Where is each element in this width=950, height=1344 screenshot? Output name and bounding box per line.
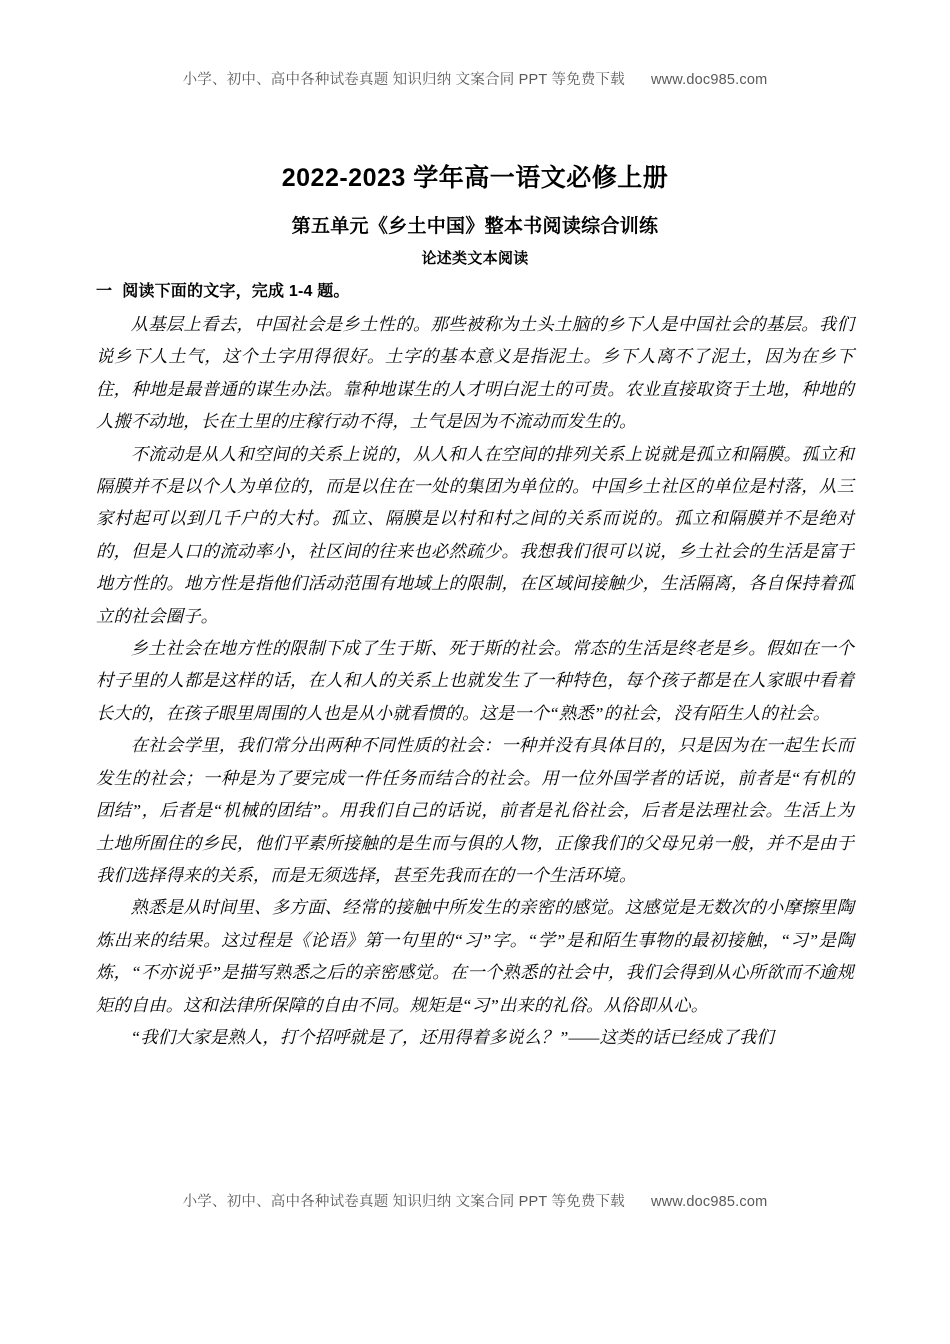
body-paragraph: 熟悉是从时间里、多方面、经常的接触中所发生的亲密的感觉。这感觉是无数次的小摩擦里陶炼出来的结果。这过程是《论语》第一句里的“习”字。“学”是和陌生事物的最初接触，“习”是陶炼，“不亦说乎”是描写熟悉之后的亲密感觉。在一个熟悉的社会中，我们会得到从心所欲而不逾规矩的自由。这和法律所保障的自由不同。规矩是“习”出来的礼俗。从俗即从心。: [96, 898, 854, 1015]
header-promo-text: 小学、初中、高中各种试卷真题 知识归纳 文案合同 PPT 等免费下载: [182, 72, 625, 88]
header-site-url: www.doc985.com: [650, 72, 768, 88]
body-paragraph: 乡土社会在地方性的限制下成了生于斯、死于斯的社会。常态的生活是终老是乡。假如在一个村子里的人都是这样的话，在人和人的关系上也就发生了一种特色，每个孩子都是在人家眼中看着长大的，在孩子眼里周围的人也是从小就看惯的。这是一个“熟悉”的社会，没有陌生人的社会。: [96, 639, 854, 723]
document-title: 2022-2023 学年高一语文必修上册: [281, 164, 669, 192]
document-body: [96, 277, 854, 1054]
page-footer: [0, 1190, 950, 1211]
question-heading: [96, 277, 854, 307]
footer-site-url: www.doc985.com: [650, 1194, 768, 1210]
footer-promo-text: 小学、初中、高中各种试卷真题 知识归纳 文案合同 PPT 等免费下载: [182, 1194, 625, 1210]
document-subtitle: 第五单元《乡土中国》整本书阅读综合训练: [291, 216, 659, 237]
page-header: [0, 68, 950, 89]
body-paragraph: 不流动是从人和空间的关系上说的，从人和人在空间的排列关系上说就是孤立和隔膜。孤立和隔膜并不是以个人为单位的，而是以住在一处的集团为单位的。中国乡土社区的单位是村落，从三家村起可以到几千户的大村。孤立、隔膜是以村和村之间的关系而说的。孤立和隔膜并不是绝对的，但是人口的流动率小，社区间的往来也必然疏少。我想我们很可以说，乡土社会的生活是富于地方性的。地方性是指他们活动范围有地域上的限制，在区域间接触少，生活隔离，各自保持着孤立的社会圈子。: [96, 444, 854, 626]
body-paragraph: 在社会学里，我们常分出两种不同性质的社会：一种并没有具体目的，只是因为在一起生长而发生的社会；一种是为了要完成一件任务而结合的社会。用一位外国学者的话说，前者是“有机的团结”，后者是“机械的团结”。用我们自己的话说，前者是礼俗社会，后者是法理社会。生活上为土地所囿住的乡民，他们平素所接触的是生而与俱的人物，正像我们的父母兄弟一般，并不是由于我们选择得来的关系，而是无须选择，甚至先我而在的一个生活环境。: [96, 736, 854, 885]
body-paragraph: 从基层上看去，中国社会是乡土性的。那些被称为土头土脑的乡下人是中国社会的基层。我们说乡下人土气，这个土字用得很好。土字的基本意义是指泥土。乡下人离不了泥土，因为在乡下住，种地是最普通的谋生办法。靠种地谋生的人才明白泥土的可贵。农业直接取资于土地，种地的人搬不动地，长在土里的庄稼行动不得，土气是因为不流动而发生的。: [96, 315, 854, 432]
question-number: 一: [96, 283, 113, 300]
body-paragraph: “我们大家是熟人，打个招呼就是了，还用得着多说么？”——这类的话已经成了我们: [130, 1027, 774, 1047]
document-section-title: 论述类文本阅读: [421, 250, 529, 267]
question-text: 阅读下面的文字，完成 1-4 题。: [122, 283, 350, 300]
